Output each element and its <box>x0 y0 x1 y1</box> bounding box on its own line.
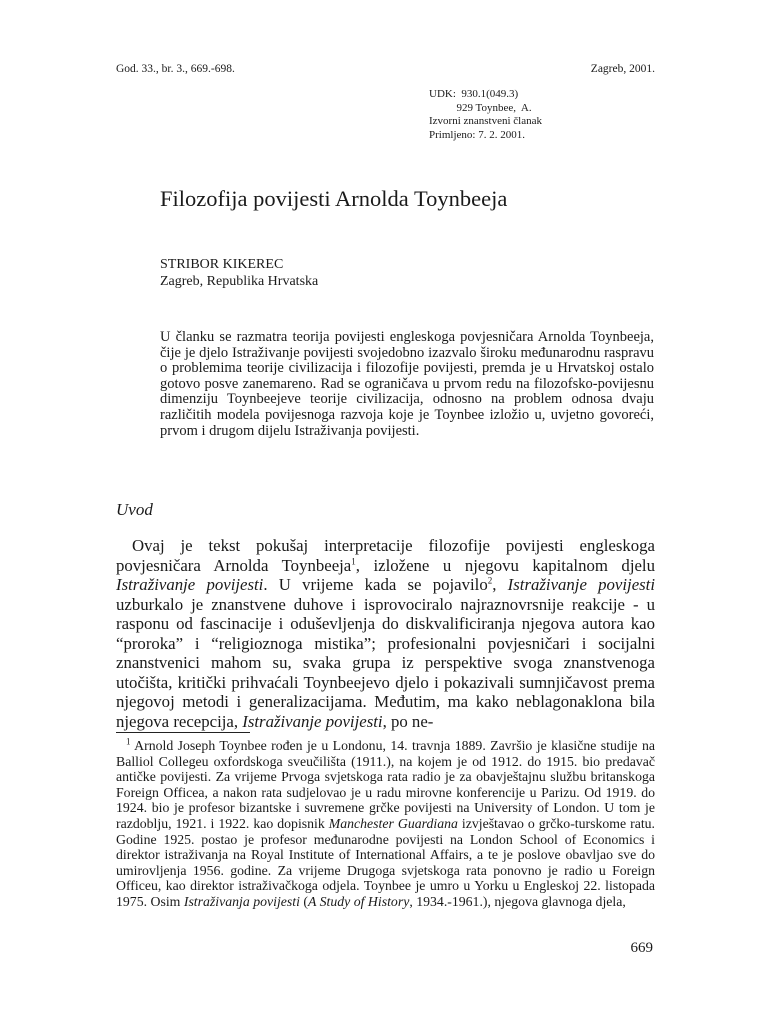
author-affiliation: Zagreb, Republika Hrvatska <box>160 274 319 289</box>
footnote-divider <box>116 732 250 733</box>
section-heading: Uvod <box>116 500 153 519</box>
footnote-number: 1 <box>126 736 131 747</box>
body-paragraph: Ovaj je tekst pokušaj interpretacije filozofije povijesti engleskoga povjesničara Arnolda Toynbeeja$^1$, izložene u njegovu kapitalnom djelu Istraživanje povijesti. U vrijeme kada se pojavilo$^2$, Istraživanje povijesti uzburkalo je znanstvene duhove i isprovociralo najraznovrsnije reakcije - u rasponu od fascinacije i oduševljenja do diskvalificiranja njegova autora kao “proroka” i “religioznoga mistika”; profesionalni povjesničari i socijalni znanstvenici mahom su, svaka grupa iz perspektive svoga znanstvenoga utočišta, kritički prihvaćali Toynbeejevo djelo i pokazivali sumnjičavost prema njegovoj metodi i generalizacijama. Međutim, ma kako neblagonaklona bila njegova recepcija, Istraživanje povijesti, po ne- <box>116 536 655 731</box>
article-title: Filozofija povijesti Arnolda Toynbeeja <box>160 186 508 211</box>
author-name: STRIBOR KIKEREC <box>160 257 284 272</box>
footnote: $^1$ Arnold Joseph Toynbee rođen je u Londonu, 14. travnja 1889. Završio je klasične studije na Balliol Collegeu oxfordskoga sveučilišta (1911.), na kojem je od 1912. do 1915. bio predavač antičke povijesti. Za vrijeme Prvoga svjetskoga rata radio je za obavještajnu službu britanskoga Foreign Officea, a nakon rata sudjelovao je u radu mirovne konferencije u Parizu. Od 1919. do 1924. bio je profesor bizantske i suvremene grčke povijesti na University of London. U tom je razdoblju, 1921. i 1922. kao dopisnik Manchester Guardiana izvještavao o grčko-turskome ratu. Godine 1925. postao je profesor međunarodne povijesti na London School of Economics i direktor istraživanja na Royal Institute of International Affairs, a te je poslove obavljao sve do umirovljenja 1956. godine. Za vrijeme Drugoga svjetskoga rata ponovno je radio u Foreign Officeu, kao direktor istraživačkoga odjela. Toynbee je umro u Yorku u Engleskoj 22. listopada 1975. Osim Istraživanja povijesti (A Study of History, 1934.-1961.), njegova glavnoga djela, <box>116 736 656 909</box>
author-block <box>160 256 318 290</box>
place-year: Zagreb, 2001. <box>590 63 655 75</box>
body-text <box>116 536 655 731</box>
udk-block <box>429 88 542 142</box>
udk-line: 929 Toynbee, A. <box>429 101 532 114</box>
footnote-ref[interactable]: 1 <box>351 555 356 566</box>
article-type: Izvorni znanstveni članak <box>429 115 543 127</box>
footnote-ref[interactable]: 2 <box>487 575 493 586</box>
page-number: 669 <box>630 940 653 956</box>
udk-line: UDK: 930.1(049.3) <box>429 88 519 100</box>
journal-info: God. 33., br. 3., 669.-698. <box>116 63 235 75</box>
received-date: Primljeno: 7. 2. 2001. <box>429 128 525 141</box>
abstract: U članku se razmatra teorija povijesti engleskoga povjesničara Arnolda Toynbeeja, čije je djelo Istraživanje povijesti svojedobno izazvalo široku međunarodnu raspravu o problemima teorije civilizacija i filozofije povijesti, premda je u Hrvatskoj ostalo gotovo posve zanemareno. Rad se ograničava u prvom redu na filozofsko-povijesnu dimenziju Toynbeejeve teorije civilizacija, odnosno na problem odnosa dvaju različitih modela povijesnoga razvoja koje je Toynbee izložio u, uvjetno govoreći, prvom i drugom dijelu Istraživanja povijesti. <box>160 329 654 439</box>
